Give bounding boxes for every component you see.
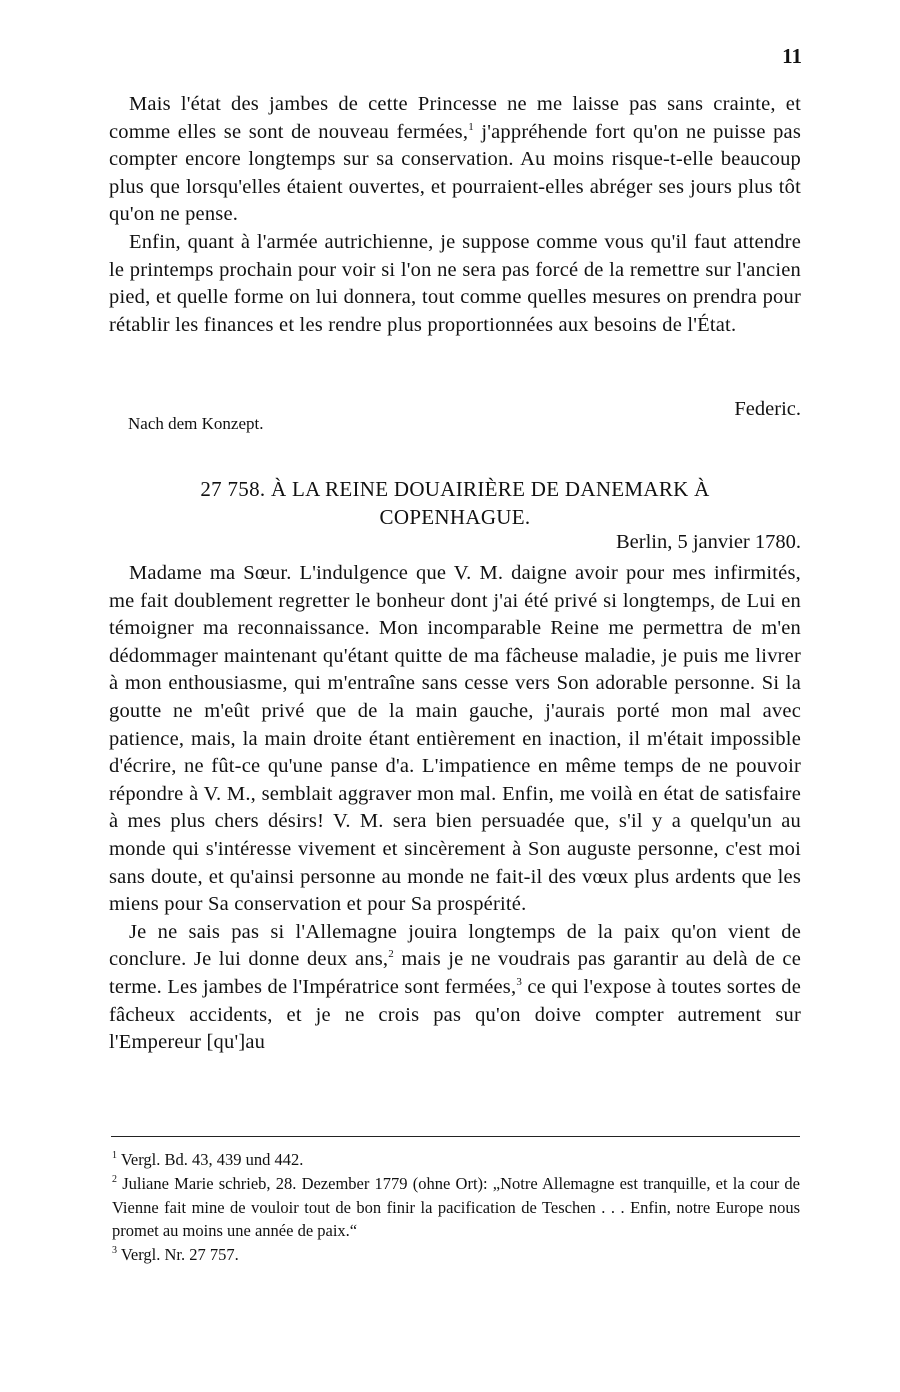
- body-paragraph: [109, 229, 801, 339]
- letter-heading-line: COPENHAGUE.: [379, 505, 531, 529]
- footnote-text: Vergl. Nr. 27 757.: [120, 1245, 239, 1265]
- body-paragraph: [109, 919, 801, 1057]
- text-run: Mais l'état des jambes de cette Princesse ne me laisse pas sans crainte, et comme elles se sont de nouveau fermées,: [109, 93, 801, 143]
- footnote-number: 1: [112, 1150, 117, 1161]
- footnote-number: 2: [112, 1173, 117, 1185]
- text-run: ce qui l'expose à toutes sortes de fâcheux accidents, et je ne crois pas qu'on doive compter autrement sur l'Empereur [qu']au: [109, 975, 801, 1054]
- footnote: [112, 1243, 800, 1267]
- text-run: j'appréhende fort qu'on ne puisse pas compter encore longtemps sur sa conservation. Au moins risque-t-elle beaucoup plus que lorsqu'elles étaient ouvertes, et pourraient-elles abréger ses jours plus tôt qu'on ne pense.: [109, 120, 801, 226]
- page-number: 11: [782, 44, 802, 68]
- previous-letter-ending: [109, 91, 801, 339]
- footnote-reference: 1: [468, 120, 474, 133]
- footnote: [112, 1172, 800, 1243]
- body-paragraph: [109, 560, 801, 919]
- footnote-text: Vergl. Bd. 43, 439 und 442.: [120, 1150, 304, 1169]
- text-run: Enfin, quant à l'armée autrichienne, je suppose comme vous qu'il faut attendre le printemps prochain pour voir si l'on ne sera pas forcé de la remettre sur l'ancien pied, et quelle forme on lui donnera, tout comme quelles mesures on prendra pour rétablir les finances et les rendre plus proportionnées aux besoins de l'État.: [109, 230, 801, 336]
- footnotes: [112, 1148, 800, 1267]
- text-run: mais je ne voudrais pas garantir au delà de ce terme. Les jambes de l'Impératrice sont fermées,: [109, 948, 801, 998]
- footnote-separator: [111, 1136, 800, 1137]
- letter-body: [109, 560, 801, 1057]
- dateline: Berlin, 5 janvier 1780.: [615, 531, 801, 553]
- text-run: Madame ma Sœur. L'indulgence que V. M. daigne avoir pour mes infirmités, me fait doublement regretter le bonheur dont j'ai été privé si longtemps, de Lui en témoigner ma reconnaissance. Mon incomparable Reine me permettra de m'en dédommager maintenant qu'étant quitte de ma fâcheuse maladie, je puis me livrer à mon enthousiasme, qui m'entraîne sans cesse vers Son adorable personne. Si la goutte ne m'eût privé que de la main gauche, j'aurais porté mon mal avec patience, mais, la main droite étant entièrement en inaction, il m'était impossible d'écrire, ne fût-ce qu'une panse d'a. L'impatience en même temps de ne pouvoir répondre à V. M., semblait aggraver mon mal. Enfin, me voilà en état de satisfaire à mes plus chers désirs! V. M. sera bien persuadée que, s'il y a quelqu'un au monde qui s'intéresse vivement et sincèrement à Son auguste personne, c'est moi sans doute, et qu'ainsi personne au monde ne fait-il des vœux plus ardents que les miens pour Sa conservation et pour Sa prospérité.: [109, 562, 801, 916]
- signature: Federic.: [734, 398, 801, 420]
- letter-heading-line: 27 758. À LA REINE DOUAIRIÈRE DE DANEMARK À: [200, 477, 710, 501]
- text-run: Je ne sais pas si l'Allemagne jouira longtemps de la paix qu'on vient de conclure. Je lui donne deux ans,: [109, 920, 801, 971]
- footnote-text: Juliane Marie schrieb, 28. Dezember 1779 (ohne Ort): „Notre Allemagne est tranquille, et la cour de Vienne fait mine de vouloir tout de bon finir la pacification de Teschen . . . Enfin, notre Europe nous promet au moins une année de paix.“: [112, 1173, 801, 1241]
- footnote: [112, 1148, 800, 1172]
- footnote-reference: 2: [388, 948, 394, 961]
- footnote-number: 3: [112, 1245, 117, 1257]
- body-paragraph: [109, 91, 801, 229]
- letter-heading: [109, 475, 801, 531]
- footnote-reference: 3: [516, 975, 523, 988]
- source-note: Nach dem Konzept.: [128, 414, 264, 433]
